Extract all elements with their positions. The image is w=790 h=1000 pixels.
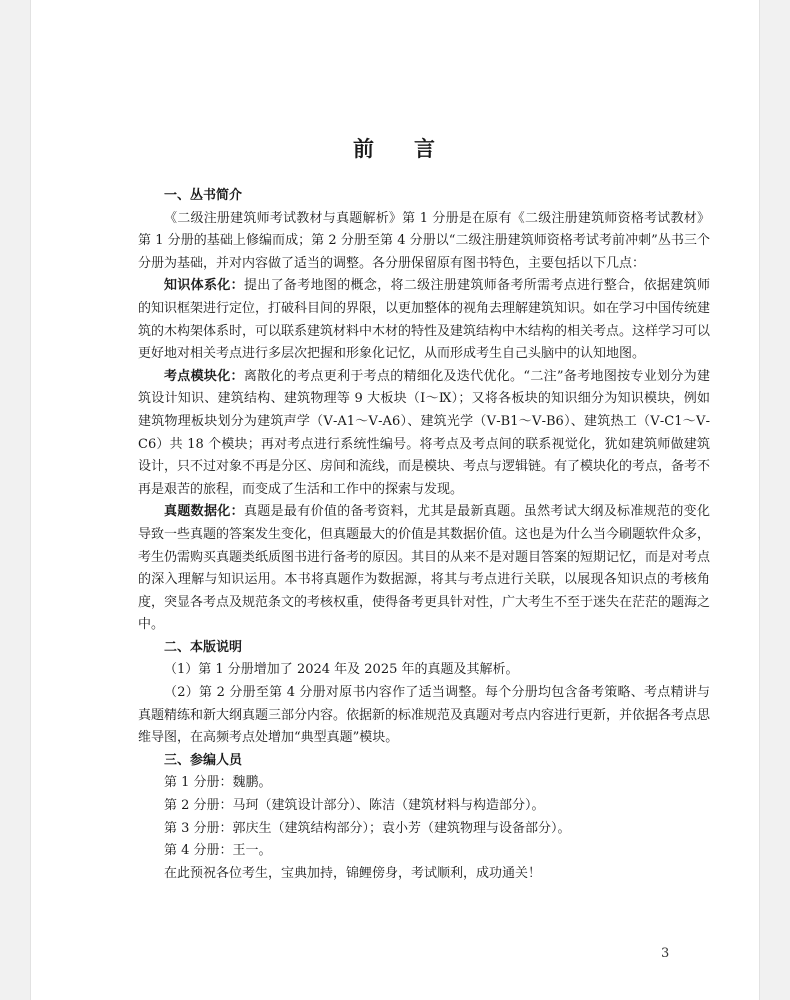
paragraph xyxy=(138,275,710,365)
page-title-right: 言 xyxy=(414,137,437,161)
paragraph-text: 第 2 分册：马珂（建筑设计部分）、陈洁（建筑材料与构造部分）。 xyxy=(164,798,545,814)
paragraph xyxy=(138,840,710,863)
paragraph xyxy=(138,208,710,276)
paragraph xyxy=(138,682,710,750)
paragraph-text: （1）第 1 分册增加了 2024 年及 2025 年的真题及其解析。 xyxy=(164,662,519,678)
paragraph-text: 第 1 分册：魏鹏。 xyxy=(164,775,272,791)
paragraph-lead: 考点模块化： xyxy=(164,368,244,384)
page-title xyxy=(31,133,759,163)
paragraph-lead: 知识体系化： xyxy=(164,278,244,294)
preface-content xyxy=(138,185,710,885)
paragraph-text: 离散化的考点更利于考点的精细化及迭代优化。“二注”备考地图按专业划分为建筑设计知识、建筑结构、建筑物理等 9 大板块（Ⅰ～Ⅸ）；又将各板块的知识细分为知识模块，例如建筑物理板块划分为建筑声学（Ⅴ-A1～Ⅴ-A6）、建筑光学（Ⅴ-B1～Ⅴ-B6）、建筑热工（Ⅴ-C1～Ⅴ-C6）共 18 个模块；再对考点进行系统性编号。将考点及考点间的联系视觉化，犹如建筑师做建筑设计，只不过对象不再是分区、房间和流线，而是模块、考点与逻辑链。有了模块化的考点，备考不再是艰苦的旅程，而变成了生活和工作中的探索与发现。 xyxy=(138,368,711,497)
section-heading: 三、参编人员 xyxy=(164,752,243,768)
paragraph-text: 《二级注册建筑师考试教材与真题解析》第 1 分册是在原有《二级注册建筑师资格考试教材》第 1 分册的基础上修编而成；第 2 分册至第 4 分册以“二级注册建筑师资格考试考前冲刺”丛书三个分册为基础，并对内容做了适当的调整。各分册保留原有图书特色，主要包括以下几点： xyxy=(138,210,710,271)
paragraph-lead: 真题数据化： xyxy=(164,504,244,520)
paragraph-text: 提出了备考地图的概念，将二级注册建筑师备考所需考点进行整合，依据建筑师的知识框架进行定位，打破科目间的界限，以更加整体的视角去理解建筑知识。如在学习中国传统建筑的木构架体系时，可以联系建筑材料中木材的特性及建筑结构中木结构的相关考点。这样学习可以更好地对相关考点进行多层次把握和形象化记忆，从而形成考生自己头脑中的认知地图。 xyxy=(138,278,711,362)
paragraph xyxy=(138,772,710,795)
paragraph xyxy=(138,501,710,637)
page-number: 3 xyxy=(661,946,670,961)
paragraph-text: （2）第 2 分册至第 4 分册对原书内容作了适当调整。每个分册均包含备考策略、考点精讲与真题精练和新大纲真题三部分内容。依据新的标准规范及真题对考点内容进行更新，并依据各考点思维导图，在高频考点处增加“典型真题”模块。 xyxy=(138,685,711,746)
document-page xyxy=(30,0,760,1000)
paragraph xyxy=(138,863,710,886)
paragraph-text: 第 3 分册：郭庆生（建筑结构部分）；袁小芳（建筑物理与设备部分）。 xyxy=(164,820,571,836)
paragraph-text: 真题是最有价值的备考资料，尤其是最新真题。虽然考试大纲及标准规范的变化导致一些真题的答案发生变化，但真题最大的价值是其数据价值。这也是为什么当今刷题软件众多，考生仍需购买真题类纸质图书进行备考的原因。其目的从来不是对题目答案的短期记忆，而是对考点的深入理解与知识运用。本书将真题作为数据源，将其与考点进行关联，以展现各知识点的考核角度，突显各考点及规范条文的考核权重，使得备考更具针对性，广大考生不至于迷失在茫茫的题海之中。 xyxy=(138,504,711,633)
paragraph-text: 第 4 分册：王一。 xyxy=(164,843,272,859)
paragraph xyxy=(138,795,710,818)
page-title-left: 前 xyxy=(353,137,376,161)
section-heading: 一、丛书简介 xyxy=(164,188,243,203)
paragraph-text: 在此预祝各位考生，宝典加持，锦鲤傍身，考试顺利，成功通关！ xyxy=(164,865,542,881)
section-heading: 二、本版说明 xyxy=(164,639,243,655)
paragraph xyxy=(138,818,710,841)
paragraph xyxy=(138,659,710,682)
paragraph xyxy=(138,366,710,502)
